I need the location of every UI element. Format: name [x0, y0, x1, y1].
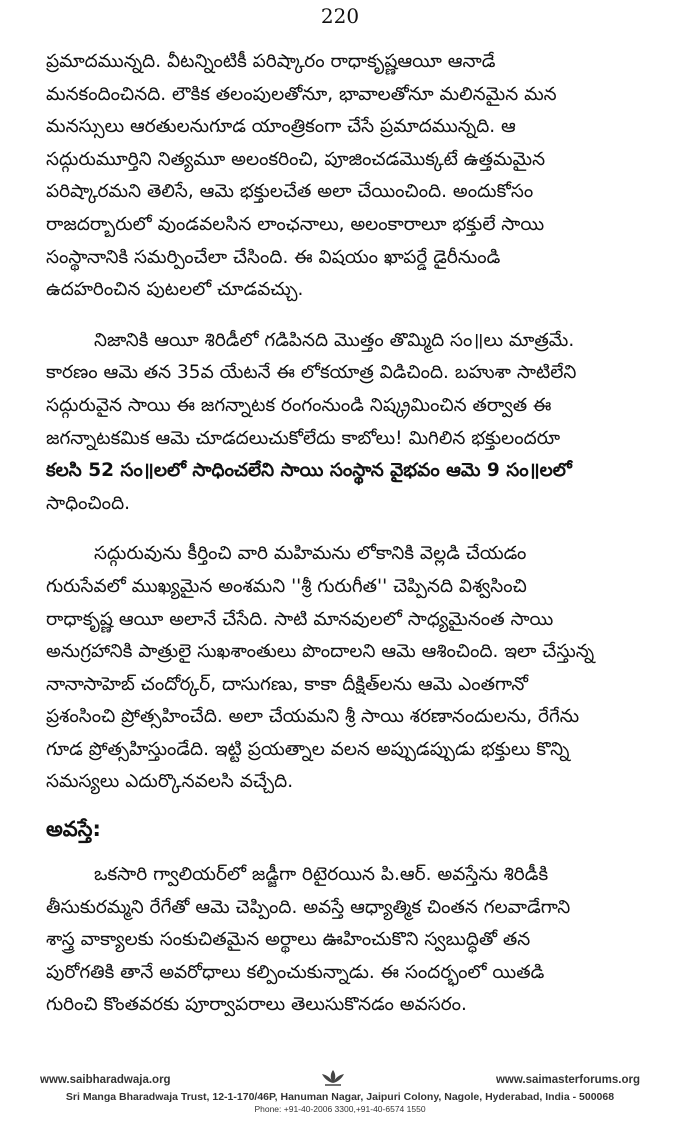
- paragraph-2: [46, 325, 640, 521]
- paragraph-4: [46, 859, 640, 1022]
- text-line: సద్గురువును కీర్తించి వారి మహిమను లోకానికి వెల్లడి చేయడం: [94, 543, 527, 565]
- text-line: నిజానికి ఆయీ శిరిడీలో గడిపినది మొత్తం తొమ్మిది సం॥లు మాత్రమే.: [94, 329, 575, 351]
- page-footer: [40, 1069, 640, 1114]
- text-line: తీసుకురమ్మని రేగేతో ఆమె చెప్పింది. అవస్తే ఆధ్యాత్మిక చింతన గలవాడేగాని: [46, 896, 571, 918]
- footer-right-url[interactable]: www.saimasterforums.org: [495, 1073, 640, 1086]
- text-line: గురుసేవలో ముఖ్యమైన అంశమని ''శ్రీ గురుగీత'' చెప్పినది విశ్వసించి: [46, 575, 527, 597]
- text-line: ఒకసారి గ్వాలియర్‌లో జడ్జీగా రిటైరయిన పి.ఆర్. అవస్తేను శిరిడీకి: [94, 864, 549, 886]
- text-line: ప్రశంసించి ప్రోత్సహించేది. అలా చేయమని శ్రీ సాయి శరణానందులను, రేగేను: [46, 706, 580, 728]
- text-line: మనస్సులు ఆరతులనుగూడ యాంత్రికంగా చేసే ప్రమాదమున్నది. ఆ: [46, 116, 516, 138]
- text-line: ఉదహరించిన పుటలలో చూడవచ్చు.: [46, 279, 304, 301]
- text-line: పరిష్కారమని తెలిసే, ఆమె భక్తులచేత అలా చేయించింది. అందుకోసం: [46, 181, 534, 203]
- text-line: కలసి 52 సం॥లలో సాధించలేని సాయి సంస్థాన వైభవం ఆమె 9 సం॥లలో: [46, 460, 572, 482]
- text-line: గూడ ప్రోత్సహిస్తుండేది. ఇట్టి ప్రయత్నాల వలన అప్పుడప్పుడు భక్తులు కొన్ని: [46, 738, 570, 760]
- paragraph-3: [46, 538, 640, 799]
- footer-trust-address: Sri Manga Bharadwaja Trust, 12-1-170/46P, Hanuman Nagar, Jaipuri Colony, Nagole, Hyderabad, India - 500068: [65, 1091, 615, 1103]
- text-line: మనకందించినది. లౌకిక తలంపులతోనూ, భావాలతోనూ మలినమైన మన: [46, 83, 557, 105]
- text-line: శాస్త్ర వాక్యాలకు సంకుచితమైన అర్థాలు ఊహించుకొని స్వబుద్ధితో తన: [46, 929, 531, 951]
- text-line: సమస్యలు ఎదుర్కొనవలసి వచ్చేది.: [46, 771, 294, 793]
- text-line: గురించి కొంతవరకు పూర్వాపరాలు తెలుసుకొనడం అవసరం.: [46, 994, 467, 1016]
- paragraph-1: [46, 46, 640, 307]
- text-line: ప్రమాదమున్నది. వీటన్నింటికీ పరిష్కారం రాధాకృష్ణఆయీ ఆనాడే: [46, 51, 496, 72]
- text-line: సాధించింది.: [46, 492, 131, 514]
- body-text: [46, 46, 640, 1022]
- text-line: పురోగతికి తానే అవరోధాలు కల్పించుకున్నాడు. ఈ సందర్భంలో యితడి: [46, 961, 545, 983]
- text-line: అనుగ్రహానికి పాత్రులై సుఖశాంతులు పొందాలని ఆమె ఆశించింది. ఇలా చేస్తున్న: [46, 641, 595, 663]
- footer-phone: Phone: +91-40-2006 3300,+91-40-6574 1550: [254, 1104, 426, 1114]
- text-line: సద్గురువైన సాయి ఈ జగన్నాటక రంగంనుండి నిష్క్రమించిన తర్వాత ఈ: [46, 394, 552, 416]
- text-line: జగన్నాటకమిక ఆమె చూడదలుచుకోలేదు కాబోలు! మిగిలిన భక్తులందరూ: [46, 427, 561, 449]
- text-line: రాజదర్బారులో వుండవలసిన లాంఛనాలు, అలంకారాలూ భక్తులే సాయి: [46, 213, 545, 235]
- section-heading: అవస్తే:: [46, 817, 101, 842]
- footer-left-url[interactable]: www.saibharadwaja.org: [40, 1073, 171, 1086]
- page-number: 220: [320, 4, 360, 28]
- lotus-emblem-icon: [319, 1069, 347, 1090]
- text-line: కారణం ఆమె తన 35వ యేటనే ఈ లోకయాత్ర విడిచింది. బహుశా సాటిలేని: [46, 362, 577, 384]
- text-line: సద్గురుమూర్తిని నిత్యమూ అలంకరించి, పూజించడమొక్కటే ఉత్తమమైన: [46, 148, 546, 170]
- text-line: సంస్థానానికి సమర్పించేలా చేసింది. ఈ విషయం ఖాపర్డే డైరీనుండి: [46, 246, 501, 268]
- text-line: నానాసాహెబ్ చందోర్కర్, దాసుగణు, కాకా దీక్షిత్‌లను ఆమె ఎంతగానో: [46, 673, 529, 695]
- text-line: రాధాకృష్ణ ఆయీ అలానే చేసేది. సాటి మానవులలో సాధ్యమైనంత సాయి: [46, 608, 554, 630]
